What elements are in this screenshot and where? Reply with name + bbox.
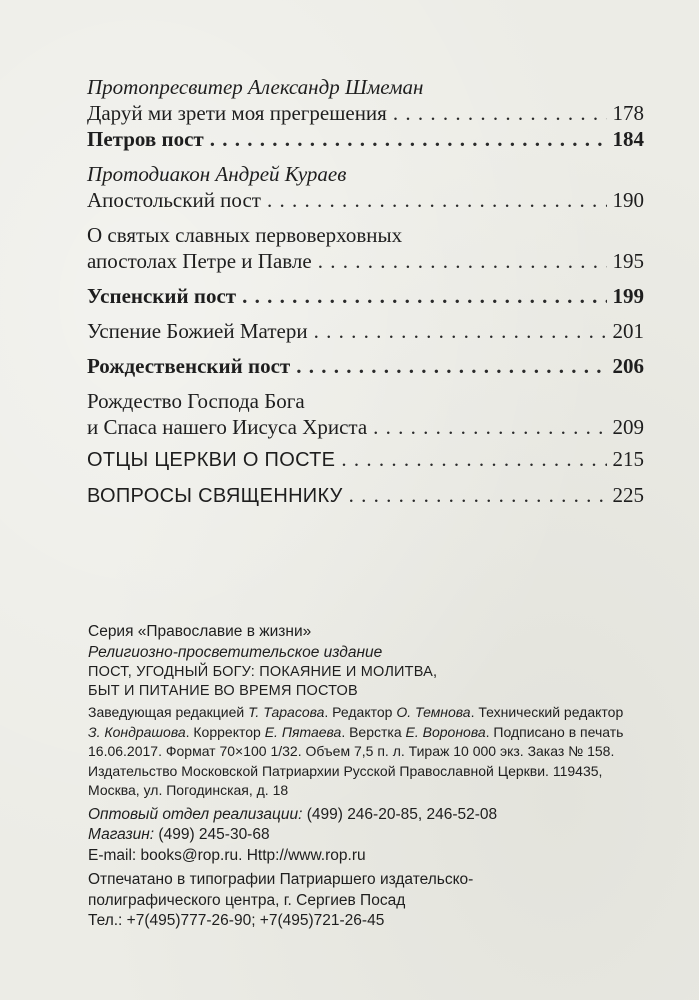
printing-house: [88, 870, 648, 932]
toc-entry: [87, 100, 644, 126]
credits-line: 16.06.2017. Формат 70×100 1/32. Объем 7,5 п. л. Тираж 10 000 экз. Заказ № 158.: [88, 743, 615, 759]
series-name: Серия «Православие в жизни»: [88, 623, 312, 640]
toc-leader-dots: [267, 187, 607, 213]
toc-author: Протопресвитер Александр Шмеман: [87, 75, 424, 99]
credits-line: Издательство Московской Патриархии Русской Православной Церкви. 119435,: [88, 762, 603, 779]
toc-entry-title-line: О святых славных первоверховных: [87, 223, 403, 247]
printing-line: полиграфического центра, г. Сергиев Посад: [88, 891, 406, 909]
printing-phones: Тел.: +7(495)777-26-90; +7(495)721-26-45: [88, 912, 385, 929]
credits-line: Заведующая редакцией Т. Тарасова. Редактор О. Темнова. Технический редактор: [88, 704, 624, 720]
printing-line: Отпечатано в типографии Патриаршего издательско-: [88, 871, 474, 888]
toc-page-number: 215: [612, 447, 644, 471]
toc-page-number: 209: [612, 415, 644, 439]
table-of-contents: [87, 74, 644, 509]
credits-line: Москва, ул. Погодинская, д. 18: [88, 782, 289, 798]
toc-leader-dots: [373, 414, 606, 440]
wholesale-phone: (499) 246-20-85, 246-52-08: [302, 805, 498, 823]
toc-leader-dots: [318, 248, 607, 274]
toc-page-number: 206: [612, 354, 644, 378]
toc-entry-title-line: Рождество Господа Бога: [87, 389, 305, 413]
toc-page-number: 225: [612, 483, 644, 507]
contacts: [88, 805, 648, 867]
toc-page-number: 195: [612, 249, 644, 273]
toc-entry-title: Петров пост: [87, 127, 204, 151]
toc-page-number: 178: [612, 101, 644, 125]
book-title-line: БЫТ И ПИТАНИЕ ВО ВРЕМЯ ПОСТОВ: [88, 683, 358, 699]
toc-entry-title: Апостольский пост: [87, 188, 261, 212]
toc-leader-dots: [349, 482, 607, 508]
toc-entry: [87, 283, 644, 309]
toc-leader-dots: [341, 446, 606, 472]
email-web-line: E-mail: books@rop.ru. Http://www.rop.ru: [88, 846, 366, 864]
edition-type: Религиозно-просветительское издание: [88, 644, 383, 661]
wholesale-label: Оптовый отдел реализации:: [88, 805, 303, 823]
toc-leader-dots: [296, 353, 606, 379]
toc-section-title: ОТЦЫ ЦЕРКВИ О ПОСТЕ: [87, 449, 336, 471]
shop-contact: [88, 825, 648, 846]
toc-entry-title: Успение Божией Матери: [87, 319, 308, 343]
book-title-line: ПОСТ, УГОДНЫЙ БОГУ: ПОКАЯНИЕ И МОЛИТВА,: [88, 664, 438, 680]
credits-line: З. Кондрашова. Корректор Е. Пятаева. Верстка Е. Воронова. Подписано в печать: [88, 723, 624, 740]
toc-leader-dots: [242, 283, 606, 309]
toc-entry-title: Успенский пост: [87, 284, 237, 308]
toc-entry-title: Даруй ми зрети моя прегрешения: [87, 101, 387, 125]
toc-leader-dots: [393, 100, 607, 126]
shop-label: Магазин:: [88, 826, 155, 843]
toc-page-number: 190: [612, 188, 644, 212]
toc-entry: [87, 414, 644, 440]
toc-entry-title: апостолах Петре и Павле: [87, 249, 312, 273]
toc-leader-dots: [210, 126, 607, 152]
toc-page-number: 201: [612, 319, 644, 343]
toc-entry: [87, 187, 644, 213]
toc-entry: [87, 353, 644, 379]
wholesale-contact: [88, 805, 648, 826]
toc-section-title: ВОПРОСЫ СВЯЩЕННИКУ: [87, 485, 343, 507]
toc-entry: [87, 126, 644, 152]
imprint-block: [88, 622, 648, 932]
toc-author: Протодиакон Андрей Кураев: [87, 162, 347, 186]
toc-section: [87, 482, 644, 509]
toc-section: [87, 446, 644, 473]
toc-entry-title: и Спаса нашего Иисуса Христа: [87, 415, 368, 439]
credits: [88, 703, 648, 801]
toc-entry: [87, 318, 644, 344]
toc-page-number: 184: [612, 127, 644, 151]
shop-phone: (499) 245-30-68: [154, 826, 270, 843]
toc-page-number: 199: [612, 284, 644, 308]
toc-leader-dots: [314, 318, 607, 344]
toc-entry: [87, 248, 644, 274]
book-title: [88, 663, 648, 701]
toc-entry-title: Рождественский пост: [87, 354, 291, 378]
